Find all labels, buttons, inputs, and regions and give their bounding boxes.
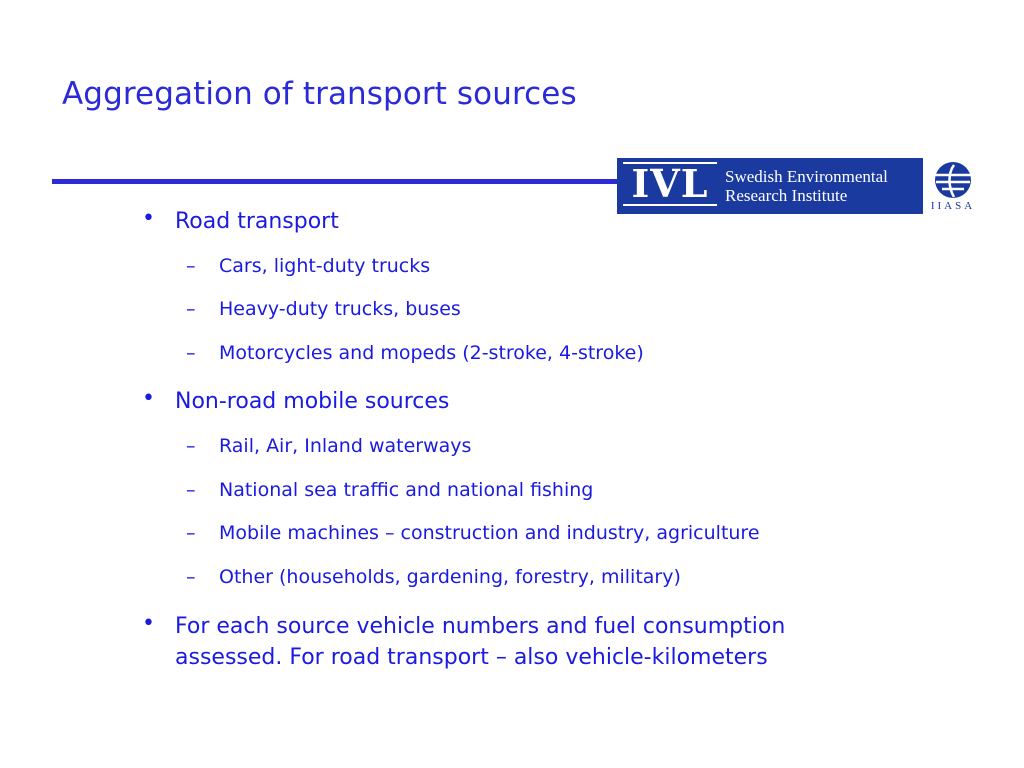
dash-icon: –	[186, 522, 196, 544]
subitem-text: Rail, Air, Inland waterways	[219, 435, 472, 457]
bullet-text: Road transport	[175, 209, 339, 234]
subitem-text: National sea traffic and national fishing	[219, 479, 594, 501]
subitem-text: Mobile machines – construction and industry, agriculture	[219, 522, 760, 544]
bullet-icon: •	[142, 386, 155, 411]
slide-title: Aggregation of transport sources	[62, 76, 577, 112]
dash-icon: –	[186, 342, 196, 364]
bullet-icon: •	[142, 206, 155, 231]
dash-icon: –	[186, 479, 196, 501]
subitem-text: Cars, light-duty trucks	[219, 255, 431, 277]
subitem-text: Other (households, gardening, forestry, military)	[219, 566, 681, 588]
bullet-text-line1: For each source vehicle numbers and fuel consumption	[175, 614, 786, 639]
dash-icon: –	[186, 435, 196, 457]
ivl-logo-name-line2: Research Institute	[725, 186, 848, 205]
ivl-logo-letters: IVL	[623, 162, 717, 206]
dash-icon: –	[186, 566, 196, 588]
bullet-text: Non-road mobile sources	[175, 389, 450, 414]
iiasa-logo-text: IIASA	[930, 200, 976, 212]
dash-icon: –	[186, 298, 196, 320]
dash-icon: –	[186, 255, 196, 277]
subitem-text: Motorcycles and mopeds (2-stroke, 4-stroke)	[219, 342, 644, 364]
bullet-icon: •	[142, 611, 155, 636]
bullet-text-line2: assessed. For road transport – also vehicle-kilometers	[175, 645, 768, 670]
ivl-logo-name-line1: Swedish Environmental	[725, 167, 888, 186]
subitem-text: Heavy-duty trucks, buses	[219, 298, 461, 320]
